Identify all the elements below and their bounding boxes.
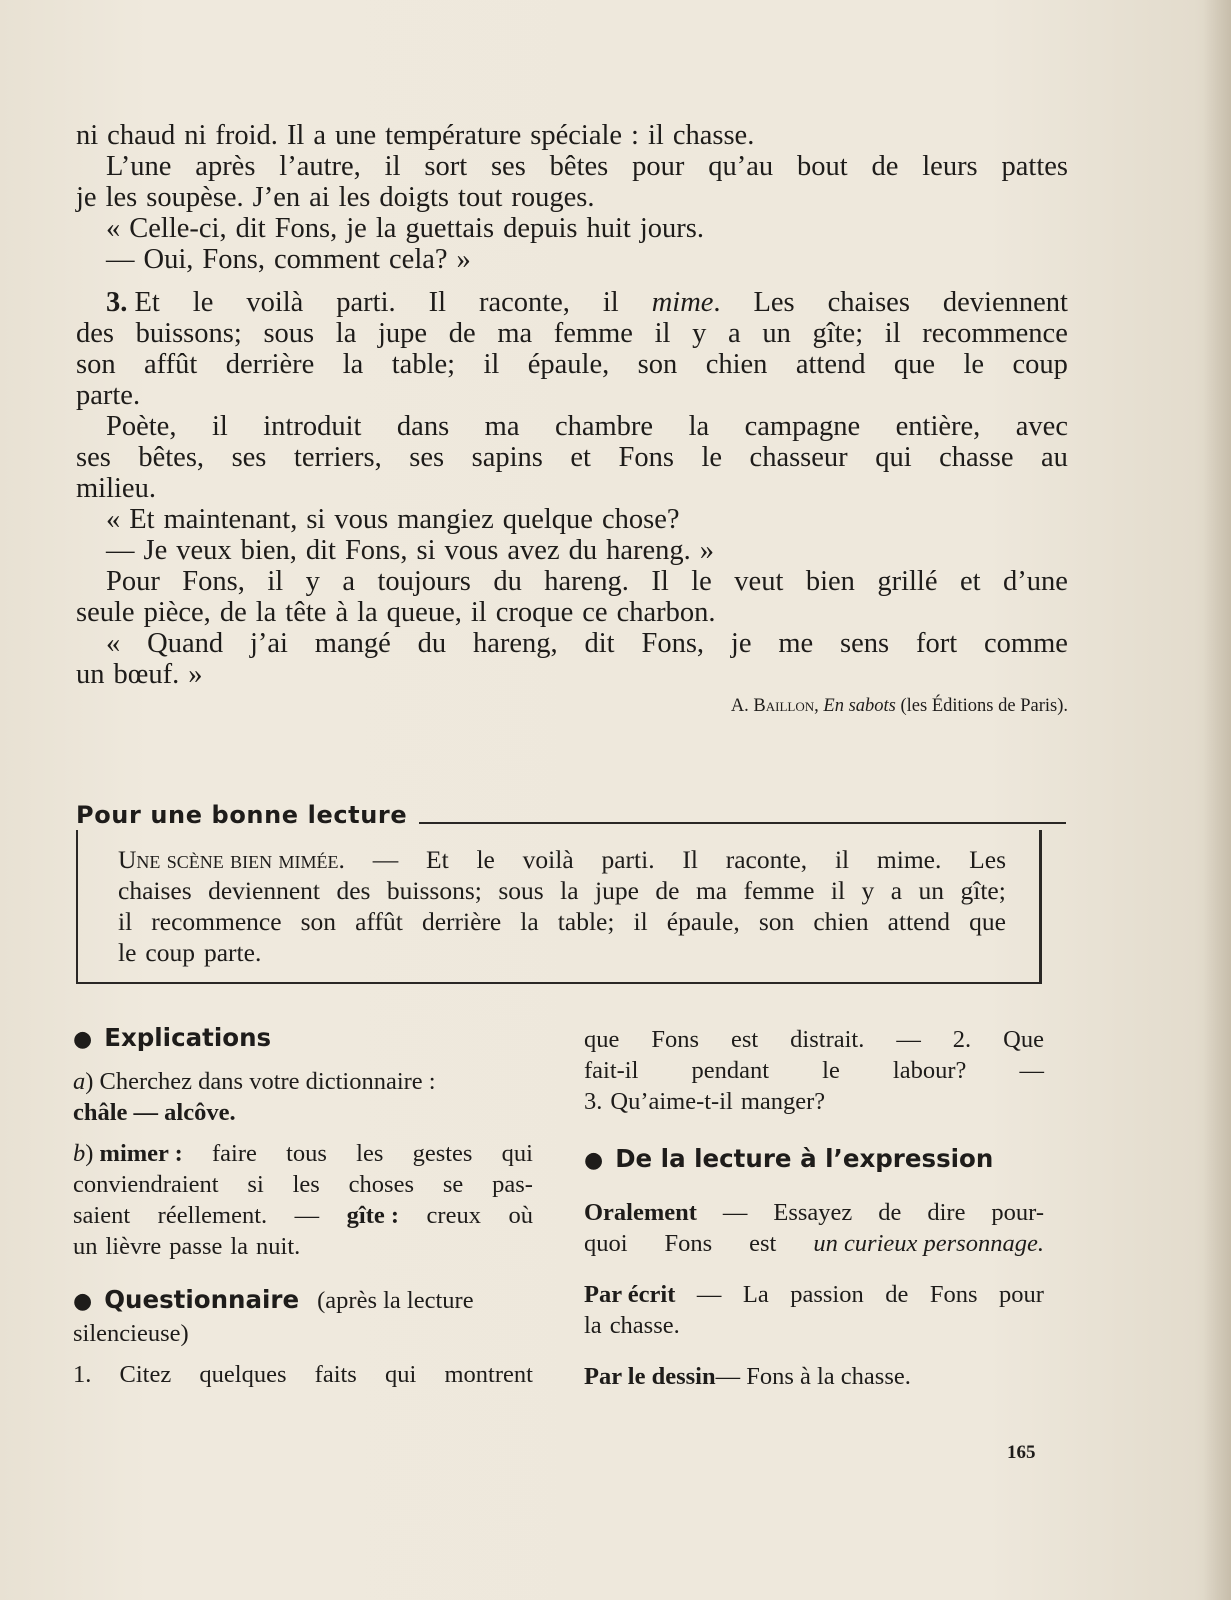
- bullet-icon: ●: [73, 1289, 93, 1314]
- vocab-words: châle — alcôve.: [73, 1099, 236, 1126]
- explication-line: un lièvre passe la nuit.: [73, 1233, 301, 1260]
- bullet-icon: ●: [73, 1027, 93, 1052]
- reading-line: il recommence son affût derrière la table; il épaule, son chien attend que: [118, 907, 1006, 936]
- text-line: 3. Et le voilà parti. Il raconte, il mime. Les chaises deviennent: [106, 287, 1068, 318]
- item-label: a: [73, 1068, 86, 1095]
- explication-line: [73, 1097, 533, 1128]
- reading-line: le coup parte.: [118, 938, 262, 967]
- expression-title: De la lecture à l’expression: [615, 1144, 994, 1173]
- citation: A. Baillon, En sabots (les Éditions de Paris).: [730, 696, 1068, 716]
- questionnaire-line: silencieuse): [73, 1320, 189, 1347]
- expression-label: Oralement: [584, 1199, 697, 1226]
- expression-line: Par écrit — La passion de Fons pour: [584, 1281, 1044, 1308]
- page-number: 165: [1007, 1442, 1036, 1463]
- explication-line: a) Cherchez dans votre dictionnaire :: [73, 1068, 436, 1095]
- expression-line: la chasse.: [584, 1312, 680, 1339]
- questionnaire-subtitle: (après la lecture: [317, 1287, 474, 1314]
- expression-line: [584, 1361, 1044, 1392]
- expression-text: — Fons à la chasse.: [715, 1363, 911, 1390]
- text-line: parte.: [76, 380, 141, 411]
- explications-title: Explications: [104, 1023, 272, 1052]
- expression-heading: [584, 1141, 1044, 1177]
- text-line: des buissons; sous la jupe de ma femme il y a un gîte; il recommence: [76, 318, 1068, 349]
- question-line: 1. Citez quelques faits qui montrent: [73, 1361, 533, 1388]
- citation-author: A. Baillon: [730, 696, 815, 716]
- reading-box-title: Pour une bonne lecture: [76, 801, 408, 829]
- text-line: Pour Fons, il y a toujours du hareng. Il le veut bien grillé et d’une: [106, 566, 1068, 597]
- right-column: [584, 1024, 1044, 1392]
- expression-label: Par écrit: [584, 1281, 676, 1308]
- questionnaire-title: Questionnaire: [104, 1285, 300, 1314]
- expression-line: quoi Fons est un curieux personnage.: [584, 1230, 1044, 1257]
- reading-box-rule: [419, 822, 1066, 824]
- reading-box: [76, 830, 1042, 984]
- text-line: — Oui, Fons, comment cela? »: [106, 244, 471, 275]
- explication-line: conviendraient si les choses se pas-: [73, 1171, 533, 1198]
- text-line: — Je veux bien, dit Fons, si vous avez du hareng. »: [106, 535, 715, 566]
- item-label: b: [73, 1140, 86, 1167]
- text-line: « Quand j’ai mangé du hareng, dit Fons, je me sens fort comme: [106, 628, 1068, 659]
- text-line: « Celle-ci, dit Fons, je la guettais depuis huit jours.: [106, 213, 704, 244]
- expression-emphasis: un curieux personnage.: [813, 1230, 1044, 1257]
- main-text: [76, 120, 1068, 717]
- explication-line: saient réellement. — gîte : creux où: [73, 1202, 533, 1229]
- reading-lead: Une scène bien mimée.: [118, 845, 345, 874]
- left-column: [73, 1020, 533, 1390]
- reading-line: Une scène bien mimée. — Et le voilà parti. Il raconte, il mime. Les: [118, 845, 1006, 874]
- reading-box-text: [118, 844, 1006, 968]
- text-line: L’une après l’autre, il sort ses bêtes pour qu’au bout de leurs pattes: [106, 151, 1068, 182]
- explication-line: b) mimer : faire tous les gestes qui: [73, 1140, 533, 1167]
- reading-box-header: [76, 800, 1066, 830]
- question-line: fait-il pendant le labour? —: [584, 1057, 1044, 1084]
- text-line: ni chaud ni froid. Il a une température spéciale : il chasse.: [76, 120, 755, 151]
- vocab-term: gîte :: [346, 1202, 400, 1229]
- text-line: seule pièce, de la tête à la queue, il croque ce charbon.: [76, 597, 716, 628]
- vocab-term: mimer :: [99, 1140, 183, 1167]
- page-edge-shadow: [1203, 0, 1231, 1600]
- question-line: 3. Qu’aime-t-il manger?: [584, 1088, 826, 1115]
- citation-publisher: (les Éditions de Paris).: [900, 696, 1068, 716]
- emphasis-mime: mime: [651, 287, 714, 318]
- text-line: un bœuf. »: [76, 659, 203, 690]
- text-line: son affût derrière la table; il épaule, son chien attend que le coup: [76, 349, 1068, 380]
- paragraph-number: 3.: [106, 287, 128, 318]
- question-line: que Fons est distrait. — 2. Que: [584, 1026, 1044, 1053]
- reading-line: chaises deviennent des buissons; sous la jupe de ma femme il y a un gîte;: [118, 876, 1006, 905]
- expression-label: Par le dessin: [584, 1363, 716, 1390]
- text-line: je les soupèse. J’en ai les doigts tout rouges.: [76, 182, 595, 213]
- text-line: « Et maintenant, si vous mangiez quelque chose?: [106, 504, 680, 535]
- text-line: Poète, il introduit dans ma chambre la campagne entière, avec: [106, 411, 1068, 442]
- explications-heading: [73, 1020, 533, 1056]
- text-line: ses bêtes, ses terriers, ses sapins et Fons le chasseur qui chasse au: [76, 442, 1068, 473]
- text-line: milieu.: [76, 473, 156, 504]
- citation-work: En sabots: [823, 696, 896, 716]
- questionnaire-heading: [73, 1282, 533, 1318]
- bullet-icon: ●: [584, 1148, 604, 1173]
- expression-line: Oralement — Essayez de dire pour-: [584, 1199, 1044, 1226]
